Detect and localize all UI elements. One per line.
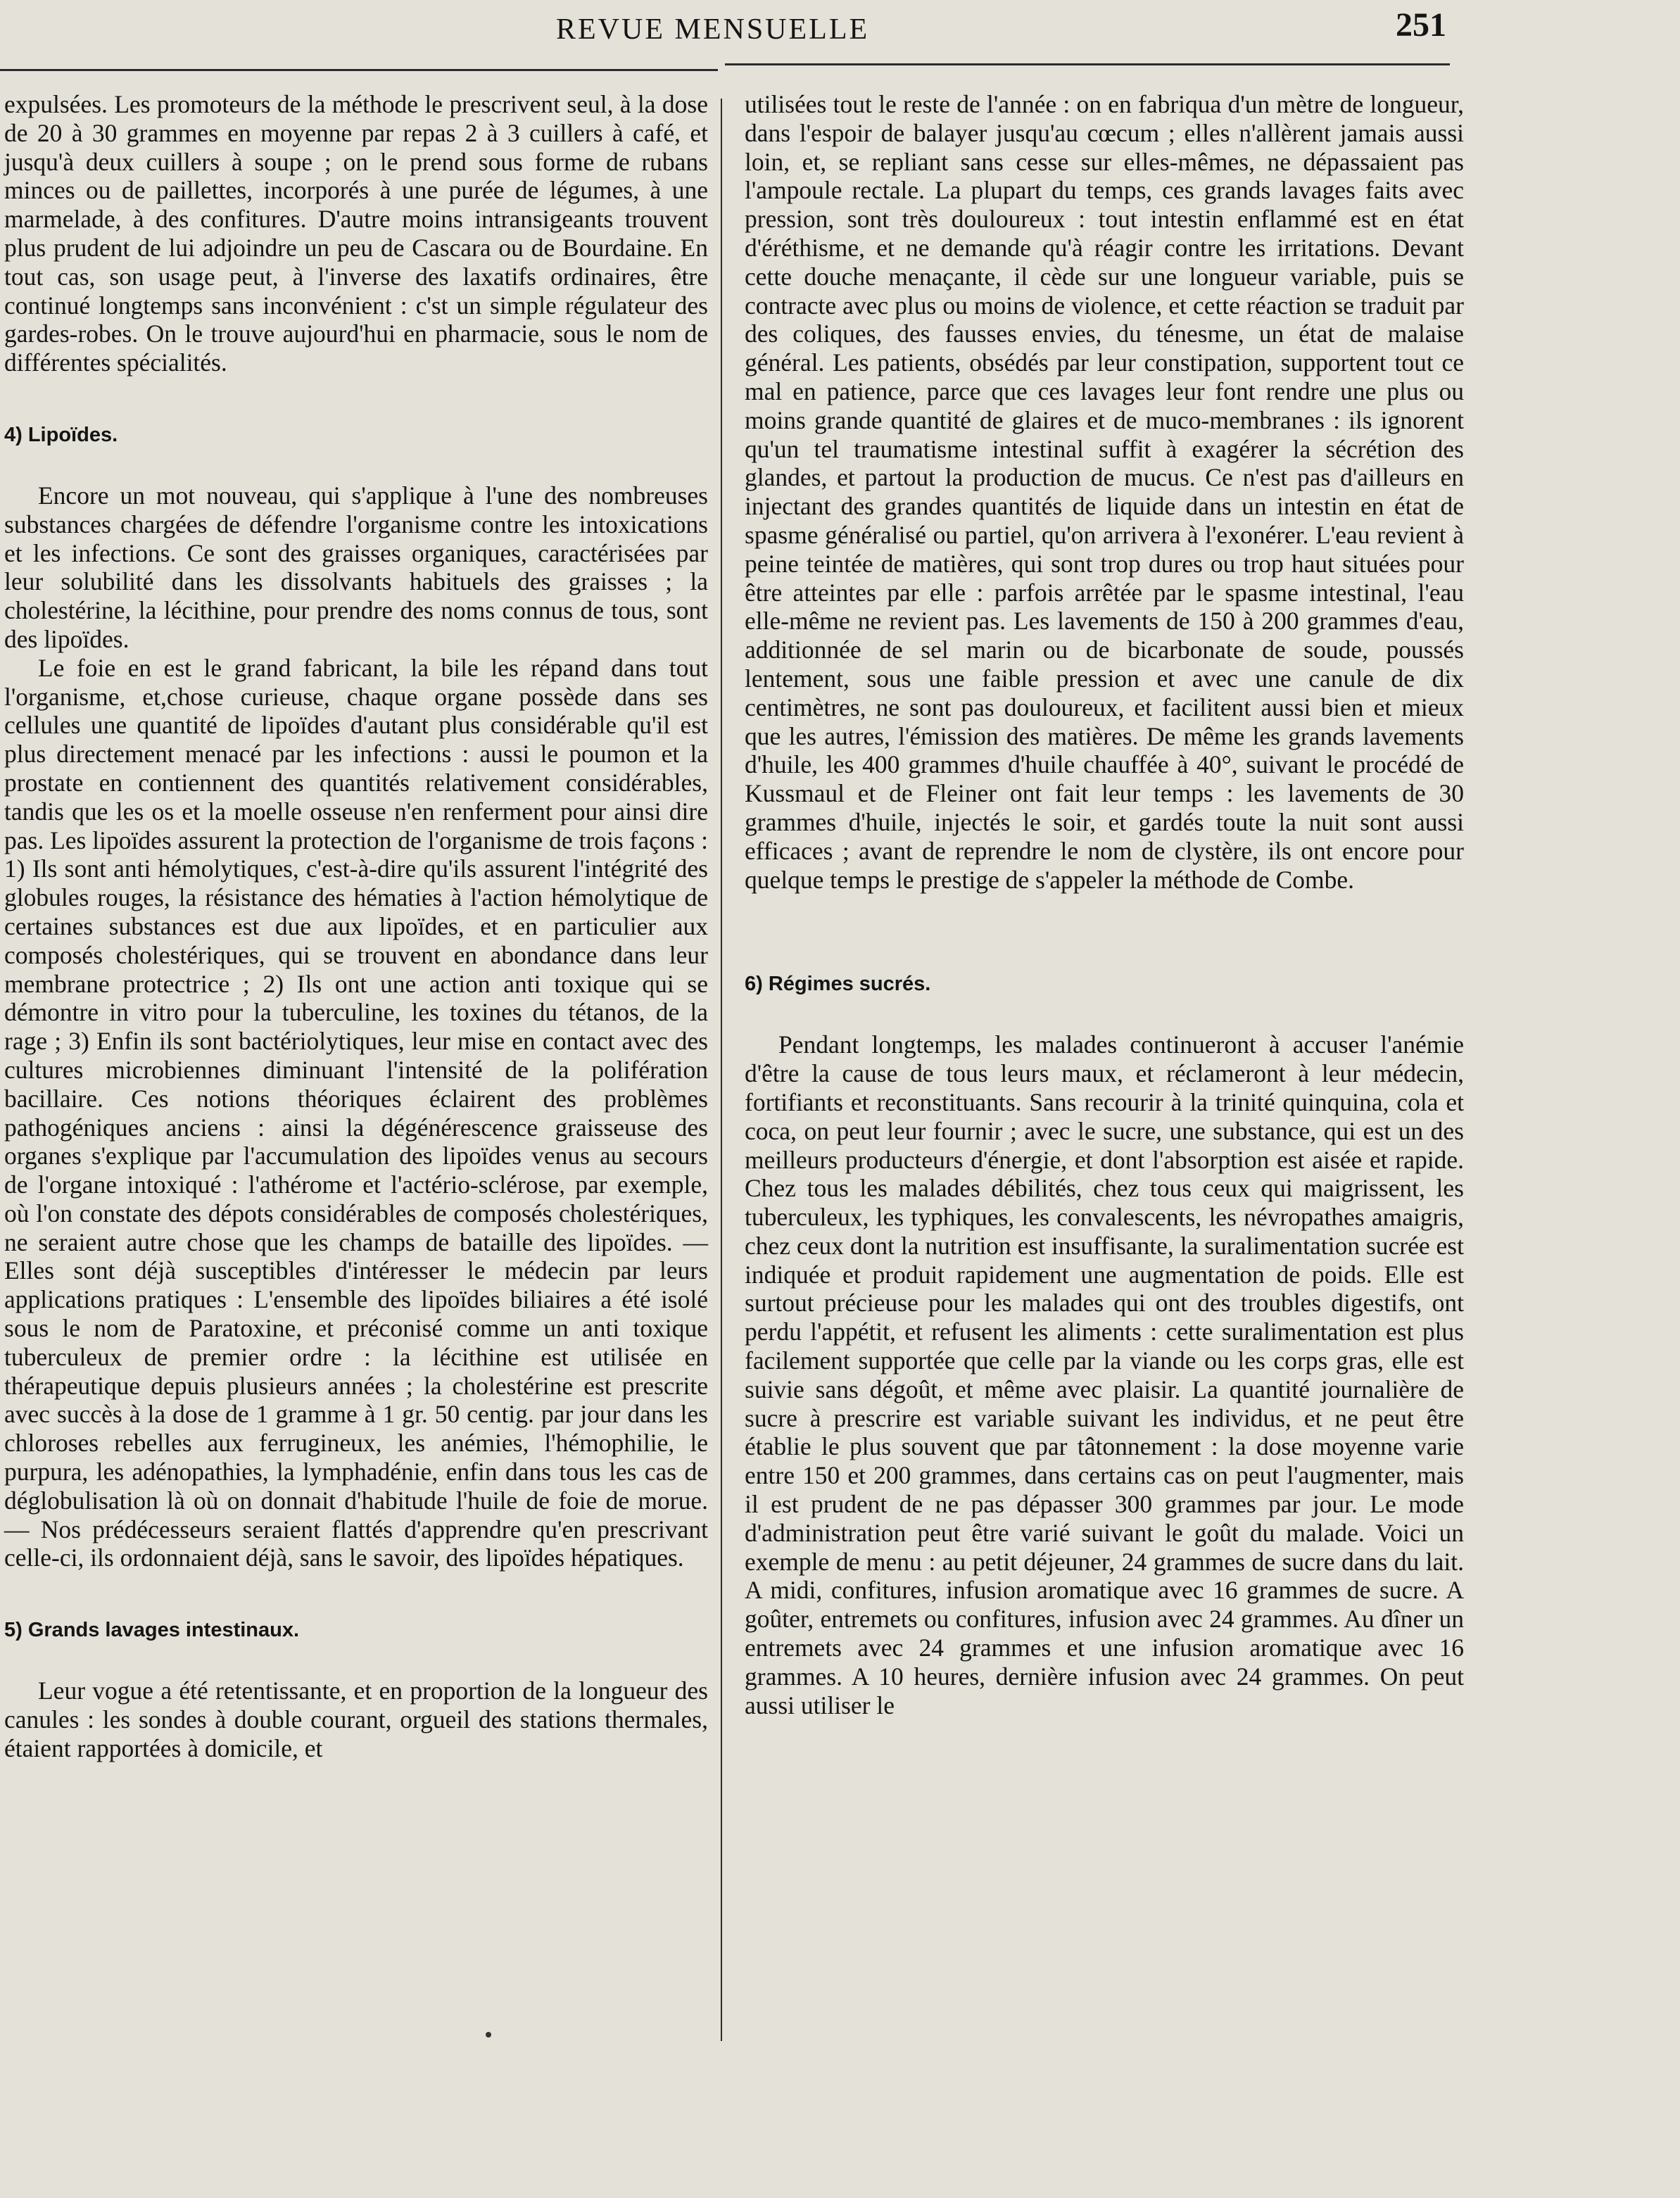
right-intro-paragraph: utilisées tout le reste de l'année : on en fabriqua d'un mètre de longueur, dans l'espoir de balayer jusqu'au cœcum ; elles n'allèrent jamais aussi loin, et, se repliant sans cesse sur elles-mêmes, ne dépassaient pas l'ampoule rectale. La plupart du temps, ces grands lavages faits avec pression, sont très douloureux : tout intestin enflammé est en état d'éréthisme, et ne demande qu'à réagir contre les irritations. Devant cette douche menaçante, il cède sur une longueur variable, puis se contracte avec plus ou moins de violence, et cette réaction se traduit par des coliques, des fausses envies, du ténesme, un état de malaise général. Les patients, obsédés par leur constipation, supportent tout ce mal en patience, parce que ces lavages leur font rendre une plus ou moins grande quantité de glaires et de muco-membranes : ils ignorent qu'un tel traumatisme intestinal suffit à exagérer la sécrétion des glandes, et partout la production de mucus. Ce n'est pas d'ailleurs en injectant des grandes quantités de liquide dans un intestin en état de spasme généralisé ou partiel, qu'on arrivera à l'exonérer. L'eau revient à peine teintée de matières, qui sont trop dures ou trop haut situées pour être atteintes par elle : parfois arrêtée par le spasme intestinal, l'eau elle-même ne revient pas. Les lavements de 150 à 200 grammes d'eau, additionnée de sel marin ou de bicarbonate de soude, poussés lentement, sous une faible pression et avec une canule de dix centimètres, ne sont pas douloureux, et facilitent aussi bien et mieux que les autres, l'émission des matières. De même les grands lavements d'huile, les 400 grammes d'huile chauffée à 40°, suivant le procédé de Kussmaul et de Fleiner ont fait leur temps : les lavements de 30 grammes d'huile, injectés le soir, et gardés toute la nuit sont aussi efficaces ; avant de reprendre le nom de clystère, ils ont encore pour quelque temps le prestige de s'appeler la méthode de Combe.	[745, 90, 1464, 894]
lipoides-paragraph-1: Encore un mot nouveau, qui s'applique à l'une des nombreuses substances chargées de défendre l'organisme contre les intoxications et les infections. Ce sont des graisses organiques, caractérisées par leur solubilité dans les dissolvants habituels des graisses ; la cholestérine, la lécithine, pour prendre des noms connus de tous, sont des lipoïdes.	[4, 481, 708, 653]
left-column	[4, 90, 708, 1763]
lavages-paragraph-1: Leur vogue a été retentissante, et en proportion de la longueur des canules : les sondes à double courant, orgueil des stations thermales, étaient rapportées à domicile, et	[4, 1676, 708, 1762]
regimes-paragraph-1: Pendant longtemps, les malades continueront à accuser l'anémie d'être la cause de tous leurs maux, et réclameront à leur médecin, fortifiants et reconstituants. Sans recourir à la trinité quinquina, cola et coca, on peut leur fournir ; avec le sucre, une substance, qui est un des meilleurs producteurs d'énergie, et dont l'absorption est aisée et rapide. Chez tous les malades débilités, chez tous ceux qui maigrissent, les tuberculeux, les typhiques, les convalescents, les névropathes amaigris, chez ceux dont la nutrition est insuffisante, la suralimentation sucrée est indiquée et produit rapidement une augmentation de poids. Elle est surtout précieuse pour les malades qui ont des troubles digestifs, ont perdu l'appétit, et refusent les aliments : cette suralimentation est plus facilement supportée que celle par la viande ou les corps gras, elle est suivie sans dégoût, et même avec plaisir. La quantité journalière de sucre à prescrire est variable suivant les individus, et ne peut être établie le plus souvent que par tâtonnement : la dose moyenne varie entre 150 et 200 grammes, dans certains cas on peut l'augmenter, mais il est prudent de ne pas dépasser 300 grammes par jour. Le mode d'administration peut être varié suivant le goût du malade. Voici un exemple de menu : au petit déjeuner, 24 grammes de sucre dans du lait. A midi, confitures, infusion aromatique avec 16 grammes de sucre. A goûter, entremets ou confitures, infusion avec 24 grammes. Au dîner un entremets avec 24 grammes et une infusion aromatique avec 16 grammes. A 10 heures, dernière infusion avec 24 grammes. On peut aussi utiliser le	[745, 1030, 1464, 1719]
header-rule-right	[725, 63, 1450, 65]
page-header	[0, 0, 1680, 68]
column-divider	[721, 99, 722, 2041]
page-number: 251	[1396, 6, 1446, 44]
section-heading-lavages: 5) Grands lavages intestinaux.	[4, 1619, 300, 1642]
lipoides-paragraph-2: Le foie en est le grand fabricant, la bile les répand dans tout l'organisme, et,chose curieuse, chaque organe possède dans ses cellules une quantité de lipoïdes d'autant plus considérable qu'il est plus directement menacé par les infections : aussi le poumon et la prostate en contiennent des quantités relativement considérables, tandis que les os et la moelle osseuse n'en renferment pour ainsi dire pas. Les lipoïdes assurent la protection de l'organisme de trois façons : 1) Ils sont anti hémolytiques, c'est-à-dire qu'ils assurent l'intégrité des globules rouges, la résistance des hématies à l'action hémolytique de certaines substances est due aux lipoïdes, et en particulier aux composés cholestériques, qui se trouvent en abondance dans leur membrane protectrice ; 2) Ils ont une action anti toxique qui se démontre in vitro pour la tuberculine, les toxines du tétanos, de la rage ; 3) Enfin ils sont bactériolytiques, leur mise en contact avec des cultures microbiennes diminuant l'intensité de la polifération bacillaire. Ces notions théoriques éclairent des problèmes pathogéniques anciens : ainsi la dégénérescence graisseuse des organes s'explique par l'accumulation des lipoïdes venus au secours de l'organe intoxiqué : l'athérome et l'actério-sclérose, par exemple, où l'on constate des dépots considérables de composés cholestériques, ne seraient autre chose que les champs de bataille des lipoïdes. — Elles sont déjà susceptibles d'intéresser le médecin par leurs applications pratiques : L'ensemble des lipoïdes biliaires a été isolé sous le nom de Paratoxine, et préconisé comme un anti toxique tuberculeux de premier ordre : la lécithine est utilisée en thérapeutique depuis plusieurs années ; la cholestérine est prescrite avec succès à la dose de 1 gramme à 1 gr. 50 centig. par jour dans les chloroses rebelles aux ferrugineux, les anémies, l'hémophilie, le purpura, les adénopathies, la lymphadénie, enfin dans tous les cas de déglobulisation là où on donnait d'habitude l'huile de foie de morue. — Nos prédécesseurs seraient flattés d'apprendre qu'en prescrivant celle-ci, ils ordonnaient déjà, sans le savoir, des lipoïdes hépatiques.	[4, 653, 708, 1572]
footer-mark	[486, 2032, 491, 2038]
header-rule-left	[0, 69, 718, 71]
section-heading-lipoides: 4) Lipoïdes.	[4, 423, 118, 446]
section-heading-regimes-sucres: 6) Régimes sucrés.	[745, 973, 931, 996]
left-intro-paragraph: expulsées. Les promoteurs de la méthode le prescrivent seul, à la dose de 20 à 30 grammes en moyenne par repas 2 à 3 cuillers à café, et jusqu'à deux cuillers à soupe ; on le prend sous forme de rubans minces ou de paillettes, incorporés à une purée de légumes, à une marmelade, à des confitures. D'autre moins intransigeants trouvent plus prudent de lui adjoindre un peu de Cascara ou de Bourdaine. En tout cas, son usage peut, à l'inverse des laxatifs ordinaires, être continué longtemps sans inconvénient : c'st un simple régulateur des gardes-robes. On le trouve aujourd'hui en pharmacie, sous le nom de différentes spécialités.	[4, 90, 708, 377]
running-title: REVUE MENSUELLE	[556, 13, 870, 46]
right-column	[745, 90, 1464, 1719]
